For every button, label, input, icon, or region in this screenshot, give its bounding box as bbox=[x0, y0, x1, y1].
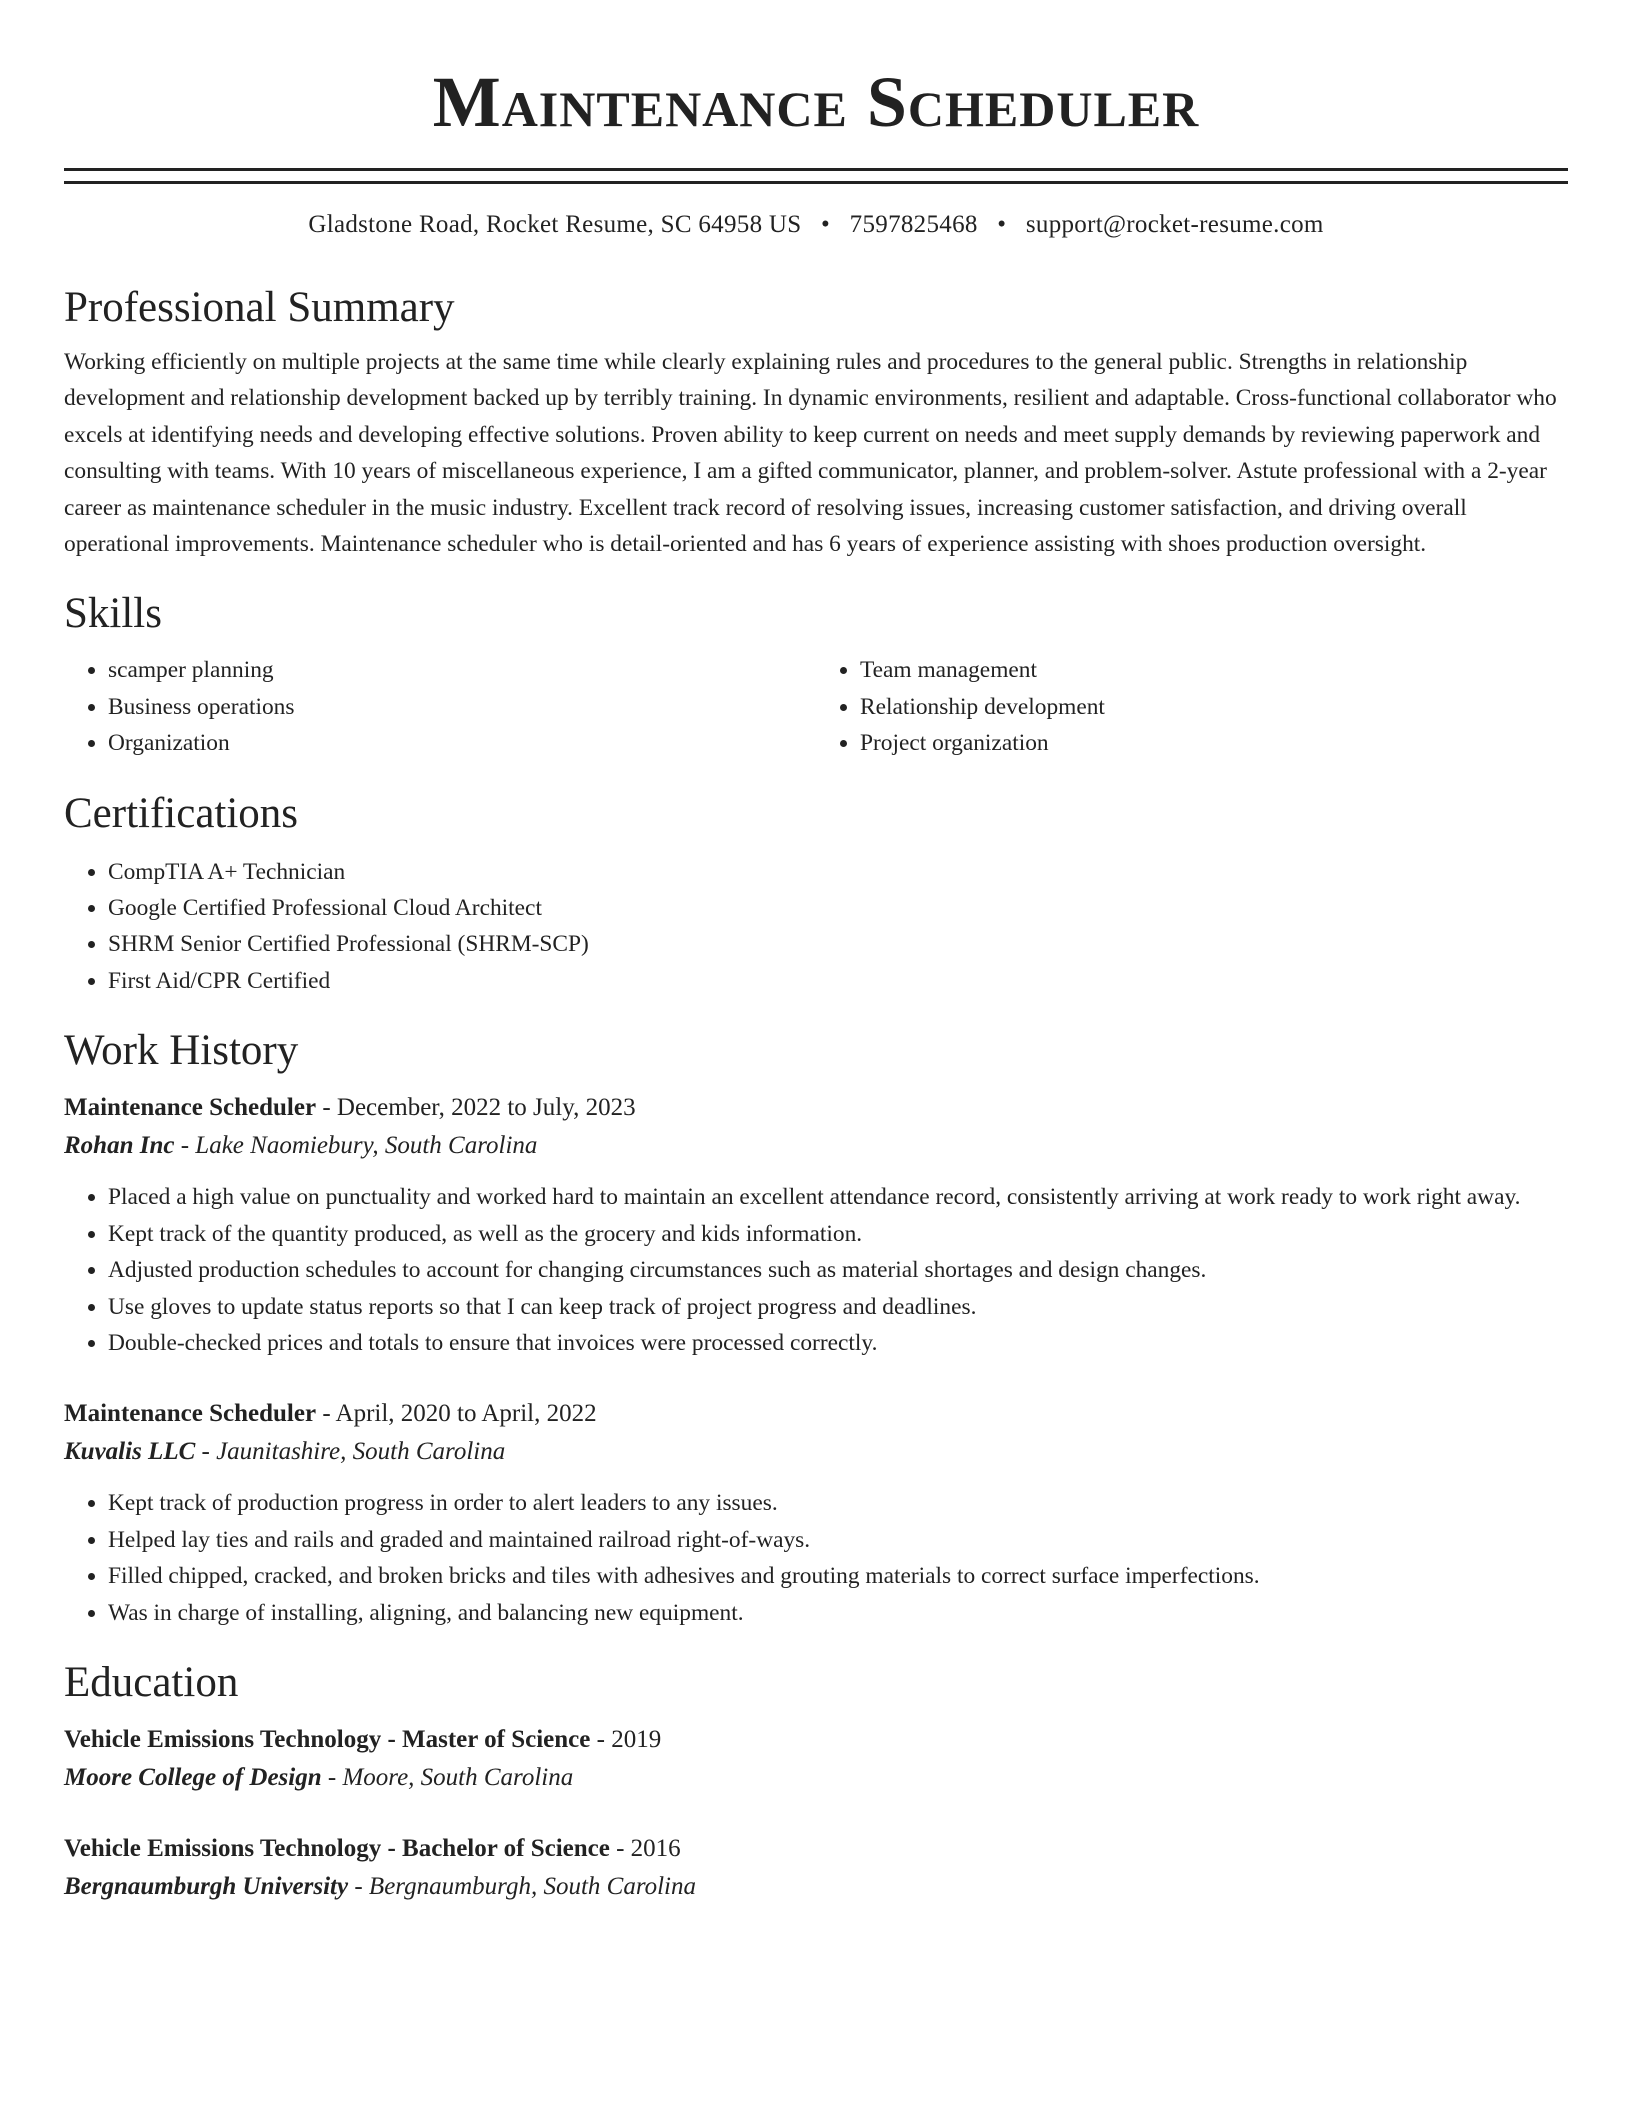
education-degree: Vehicle Emissions Technology - Bachelor of Science bbox=[64, 1834, 610, 1862]
skills-section bbox=[64, 588, 1568, 761]
job-location: - Lake Naomiebury, South Carolina bbox=[174, 1132, 538, 1160]
certifications-heading: Certifications bbox=[64, 789, 299, 837]
summary-section bbox=[64, 282, 1568, 562]
education-school: Moore College of Design bbox=[64, 1763, 322, 1791]
resume-name: Maintenance Scheduler bbox=[432, 62, 1200, 142]
skill-item: • Organization bbox=[108, 725, 816, 761]
job-title-line bbox=[64, 1395, 1568, 1433]
job-title: Maintenance Scheduler bbox=[64, 1094, 317, 1122]
skill-item: • Project organization bbox=[860, 725, 1568, 761]
education-degree: Vehicle Emissions Technology - Master of Science bbox=[64, 1725, 591, 1753]
certification-item: • Google Certified Professional Cloud Architect bbox=[108, 890, 1568, 926]
job-bullet: • Placed a high value on punctuality and worked hard to maintain an excellent attendance record, consistently arriving at work ready to work right away. bbox=[108, 1179, 1568, 1215]
education-section bbox=[64, 1657, 1568, 1906]
job-bullet: • Filled chipped, cracked, and broken bricks and tiles with adhesives and grouting materials to correct surface imperfections. bbox=[108, 1558, 1568, 1594]
contact-address: Gladstone Road, Rocket Resume, SC 64958 US bbox=[308, 211, 802, 238]
job-title: Maintenance Scheduler bbox=[64, 1400, 317, 1428]
job-bullet: • Use gloves to update status reports so that I can keep track of project progress and deadlines. bbox=[108, 1289, 1568, 1325]
skill-item: • Business operations bbox=[108, 689, 816, 725]
skills-heading: Skills bbox=[64, 590, 162, 638]
skills-columns bbox=[64, 652, 1568, 761]
certification-item: • CompTIA A+ Technician bbox=[108, 854, 1568, 890]
contact-separator: • bbox=[821, 211, 831, 238]
job-bullet: • Helped lay ties and rails and graded and maintained railroad right-of-ways. bbox=[108, 1522, 1568, 1558]
skill-item: • Relationship development bbox=[860, 689, 1568, 725]
education-school: Bergnaumburgh University bbox=[64, 1872, 349, 1900]
job-bullet: • Adjusted production schedules to account for changing circumstances such as material shortages and design changes. bbox=[108, 1252, 1568, 1288]
work-history-heading: Work History bbox=[64, 1027, 299, 1075]
job-company-line bbox=[64, 1127, 1568, 1165]
certification-item: • First Aid/CPR Certified bbox=[108, 963, 1568, 999]
education-year: - 2016 bbox=[609, 1834, 681, 1862]
job-bullet: • Double-checked prices and totals to ensure that invoices were processed correctly. bbox=[108, 1325, 1568, 1361]
summary-heading: Professional Summary bbox=[64, 284, 455, 331]
education-degree-line bbox=[64, 1721, 1568, 1759]
education-entry bbox=[64, 1721, 1568, 1797]
contact-phone: 7597825468 bbox=[849, 211, 978, 238]
summary-text: Working efficiently on multiple projects at the same time while clearly explaining rules and procedures to the general public. Strengths in relationship development and relationship development backed up by terribly training. In dynamic environments, resilient and adaptable. Cross-functional collaborator who excels at identifying needs and developing effective solutions. Proven ability to keep current on needs and meet supply demands by reviewing paperwork and consulting with teams. With 10 years of miscellaneous experience, I am a gifted communicator, planner, and problem-solver. Astute professional with a 2-year career as maintenance scheduler in the music industry. Excellent track record of resolving issues, increasing customer satisfaction, and driving overall operational improvements. Maintenance scheduler who is detail-oriented and has 6 years of experience assisting with shoes production oversight. bbox=[64, 349, 1557, 558]
header-double-rule bbox=[64, 168, 1568, 184]
job-location: - Jaunitashire, South Carolina bbox=[195, 1438, 506, 1466]
contact-line bbox=[64, 208, 1568, 242]
job-bullet: • Kept track of production progress in order to alert leaders to any issues. bbox=[108, 1485, 1568, 1521]
job-company-line bbox=[64, 1433, 1568, 1471]
job-bullets bbox=[64, 1485, 1568, 1631]
certifications-section bbox=[64, 788, 1568, 1000]
job-company: Kuvalis LLC bbox=[64, 1438, 196, 1466]
education-location: - Bergnaumburgh, South Carolina bbox=[348, 1872, 697, 1900]
job-bullet: • Was in charge of installing, aligning, and balancing new equipment. bbox=[108, 1595, 1568, 1631]
education-school-line bbox=[64, 1868, 1568, 1906]
skills-left-column bbox=[64, 652, 816, 761]
job-title-line bbox=[64, 1089, 1568, 1127]
certifications-list bbox=[64, 854, 1568, 1000]
job-entry bbox=[64, 1089, 1568, 1361]
job-bullet: • Kept track of the quantity produced, as well as the grocery and kids information. bbox=[108, 1216, 1568, 1252]
contact-separator: • bbox=[997, 211, 1007, 238]
job-dates: - December, 2022 to July, 2023 bbox=[316, 1094, 636, 1122]
skill-item: • Team management bbox=[860, 652, 1568, 688]
job-dates: - April, 2020 to April, 2022 bbox=[316, 1400, 597, 1428]
education-heading: Education bbox=[64, 1658, 239, 1706]
job-bullets bbox=[64, 1179, 1568, 1361]
skills-right-column bbox=[816, 652, 1568, 761]
skill-item: • scamper planning bbox=[108, 652, 816, 688]
education-entry bbox=[64, 1830, 1568, 1906]
education-degree-line bbox=[64, 1830, 1568, 1868]
contact-email: support@rocket-resume.com bbox=[1025, 211, 1324, 238]
job-entry bbox=[64, 1395, 1568, 1631]
certification-item: • SHRM Senior Certified Professional (SHRM-SCP) bbox=[108, 926, 1568, 962]
education-school-line bbox=[64, 1759, 1568, 1797]
education-location: - Moore, South Carolina bbox=[321, 1763, 574, 1791]
education-year: - 2019 bbox=[590, 1725, 662, 1753]
work-history-section bbox=[64, 1025, 1568, 1631]
job-company: Rohan Inc bbox=[64, 1132, 175, 1160]
